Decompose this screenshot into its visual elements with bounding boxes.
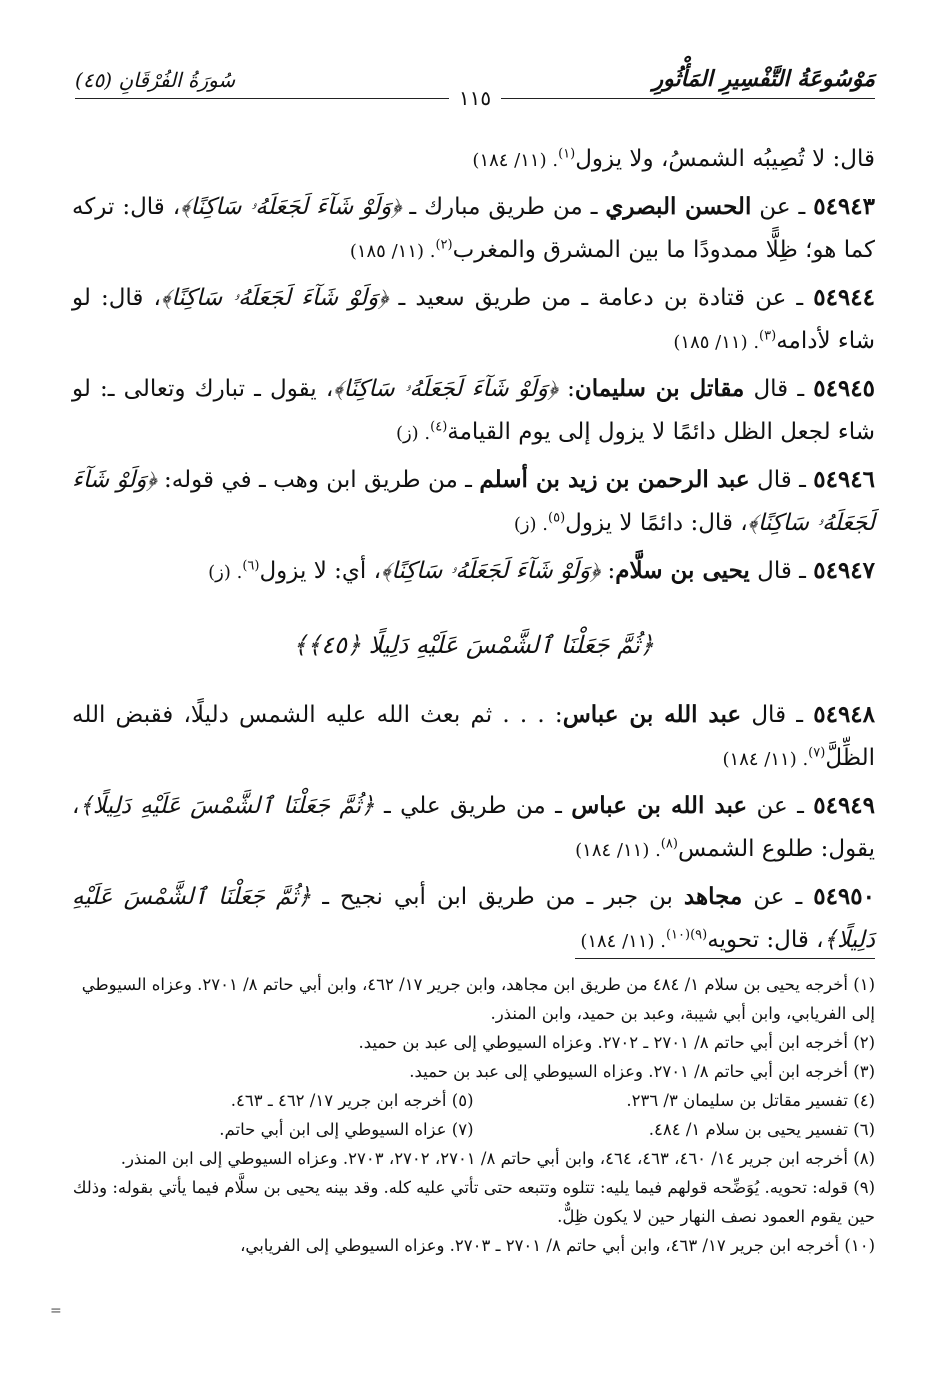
footnote: (٤) تفسير مقاتل بن سليمان ٣/ ٢٣٦. (626, 1091, 875, 1110)
page-number: ١١٥ (0, 86, 950, 110)
narration-entry: ٥٤٩٤٧ ـ قال يحيى بن سلَّام: ﴿وَلَوْ شَآءَ لَجَعَلَهُۥ سَاكِنًا﴾، أي: لا يزول$^{(٦)}$. (ز) (208, 557, 875, 584)
continuation-mark: = (50, 1303, 62, 1319)
entry-number: ٥٤٩٤٣ (813, 193, 875, 220)
entry-number: ٥٤٩٤٨ (813, 701, 876, 728)
narrator-name: عبد الله بن عباس (571, 792, 748, 819)
footnote: (٥) أخرجه ابن جرير ١٧/ ٤٦٢ ـ ٤٦٣. (230, 1091, 474, 1110)
quran-quote: ﴿وَلَوْ شَآءَ لَجَعَلَهُۥ سَاكِنًا﴾ (381, 558, 601, 584)
narrator-name: الحسن البصري (605, 193, 752, 220)
main-text (72, 138, 875, 966)
quran-quote: ﴿وَلَوْ شَآءَ لَجَعَلَهُۥ سَاكِنًا﴾ (160, 285, 389, 311)
footnote: (٧) عزاه السيوطي إلى ابن أبي حاتم. (219, 1120, 474, 1139)
quran-quote: ﴿وَلَوْ شَآءَ لَجَعَلَهُۥ سَاكِنًا﴾ (333, 376, 558, 402)
entry-number: ٥٤٩٤٤ (813, 284, 875, 311)
footnote: (٨) أخرجه ابن جرير ١٤/ ٤٦٠، ٤٦٣، ٤٦٤، وابن أبي حاتم ٨/ ٢٧٠١، ٢٧٠٢، ٢٧٠٣. وعزاه السيوطي إلى ابن المنذر. (120, 1149, 875, 1168)
narrator-name: يحيى بن سلَّام (615, 557, 750, 584)
quran-quote: ﴿ثُمَّ جَعَلْنَا ٱلشَّمْسَ عَلَيْهِ دَلِيلًا﴾ (79, 793, 375, 819)
footnote-pair (72, 1086, 875, 1115)
narration-entry: ٥٤٩٤٩ ـ عن عبد الله بن عباس ـ من طريق علي ـ ﴿ثُمَّ جَعَلْنَا ٱلشَّمْسَ عَلَيْهِ دَلِيلًا﴾، يقول: طلوع الشمس$^{(٨)}$. (١١/ ١٨٤) (72, 792, 876, 862)
footnote-separator (575, 958, 875, 959)
quran-quote: ﴿وَلَوْ شَآءَ لَجَعَلَهُۥ سَاكِنًا﴾ (72, 467, 875, 536)
narrator-name: مجاهد (683, 883, 743, 910)
footnote: (١) أخرجه يحيى بن سلام ١/ ٤٨٤ من طريق ابن مجاهد، وابن جرير ١٧/ ٤٦٢، وابن أبي حاتم ٨/ ٢٧٠١. وعزاه السيوطي إلى الفريابي، وابن أبي شيبة، وعبد بن حميد، وابن المنذر. (81, 975, 875, 1023)
entry-number: ٥٤٩٤٩ (813, 792, 876, 819)
entry-continuation: قال: لا تُصِيبُه الشمسُ، ولا يزول$^{(١)}$. (١١/ ١٨٤) (472, 146, 875, 172)
entry-number: ٥٤٩٤٧ (813, 557, 875, 584)
surah-title: سُورَةُ الفُرْقَانِ (٤٥) (75, 68, 236, 92)
narration-entry: ٥٤٩٤٥ ـ قال مقاتل بن سليمان: ﴿وَلَوْ شَآءَ لَجَعَلَهُۥ سَاكِنًا﴾، يقول ـ تبارك وتعالى ـ: لو شاء لجعل الظل دائمًا لا يزول إلى يوم القيامة$^{(٤)}$. (ز) (72, 375, 875, 445)
footnote: (٦) تفسير يحيى بن سلام ١/ ٤٨٤. (648, 1120, 875, 1139)
footnote: (٩) قوله: تحويه. يُوَضِّحه قولهم فيما يليه: تتلوه وتتبعه حتى تأتي عليه كله. وقد بينه يحيى بن سلَّام فيما يأتي بقوله: وذلك حين يقوم العمود نصف النهار حين لا يكون ظِلٌّ. (72, 1178, 875, 1226)
narration-entry: ٥٤٩٤٤ ـ عن قتادة بن دعامة ـ من طريق سعيد ـ ﴿وَلَوْ شَآءَ لَجَعَلَهُۥ سَاكِنًا﴾، قال: لو شاء لأدامه$^{(٣)}$. (١١/ ١٨٥) (72, 284, 875, 354)
quran-quote: ﴿وَلَوْ شَآءَ لَجَعَلَهُۥ سَاكِنًا﴾ (180, 194, 402, 220)
footnote: (٢) أخرجه ابن أبي حاتم ٨/ ٢٧٠١ ـ ٢٧٠٢. وعزاه السيوطي إلى عبد بن حميد. (358, 1033, 875, 1052)
narrator-name: عبد الرحمن بن زيد بن أسلم (479, 466, 750, 493)
footnotes (72, 970, 875, 1260)
verse-heading: ﴿ثُمَّ جَعَلْنَا ٱلشَّمْسَ عَلَيْهِ دَلِيلًا ﴿٤٥﴾﴾ (293, 631, 654, 659)
narration-entry: ٥٤٩٤٨ ـ قال عبد الله بن عباس: . . . ثم بعث الله عليه الشمس دليلًا، فقبض الله الظِّلَّ$^{(٧)}$. (١١/ ١٨٤) (72, 701, 876, 771)
footnote-pair (72, 1115, 875, 1144)
entry-number: ٥٤٩٥٠ (813, 883, 875, 910)
narration-entry: ٥٤٩٥٠ ـ عن مجاهد بن جبر ـ من طريق ابن أبي نجيح ـ ﴿ثُمَّ جَعَلْنَا ٱلشَّمْسَ عَلَيْهِ دَلِيلًا﴾، قال: تحويه$^{(٩)(١٠)}$. (١١/ ١٨٤) (72, 883, 875, 953)
narration-entry: ٥٤٩٤٦ ـ قال عبد الرحمن بن زيد بن أسلم ـ من طريق ابن وهب ـ في قوله: ﴿وَلَوْ شَآءَ لَجَعَلَهُۥ سَاكِنًا﴾، قال: دائمًا لا يزول$^{(٥)}$. (ز) (72, 466, 875, 536)
narrator-name: مقاتل بن سليمان (574, 375, 745, 402)
narration-entry: ٥٤٩٤٣ ـ عن الحسن البصري ـ من طريق مبارك ـ ﴿وَلَوْ شَآءَ لَجَعَلَهُۥ سَاكِنًا﴾، قال: تركه كما هو؛ ظِلًّا ممدودًا ما بين المشرق والمغرب$^{(٢)}$. (١١/ ١٨٥) (72, 193, 875, 263)
footnote: (٣) أخرجه ابن أبي حاتم ٨/ ٢٧٠١. وعزاه السيوطي إلى عبد بن حميد. (409, 1062, 875, 1081)
narrator-name: عبد الله بن عباس (562, 701, 742, 728)
quran-quote: ﴿ثُمَّ جَعَلْنَا ٱلشَّمْسَ عَلَيْهِ دَلِيلًا﴾ (72, 884, 875, 953)
book-title: مَوْسُوعَةُ التَّفْسِيرِ المَأْثُورِ (652, 66, 875, 92)
entry-number: ٥٤٩٤٦ (813, 466, 875, 493)
entry-number: ٥٤٩٤٥ (813, 375, 875, 402)
footnote: (١٠) أخرجه ابن جرير ١٧/ ٤٦٣، وابن أبي حاتم ٨/ ٢٧٠١ ـ ٢٧٠٣. وعزاه السيوطي إلى الفريابي، (240, 1236, 875, 1255)
